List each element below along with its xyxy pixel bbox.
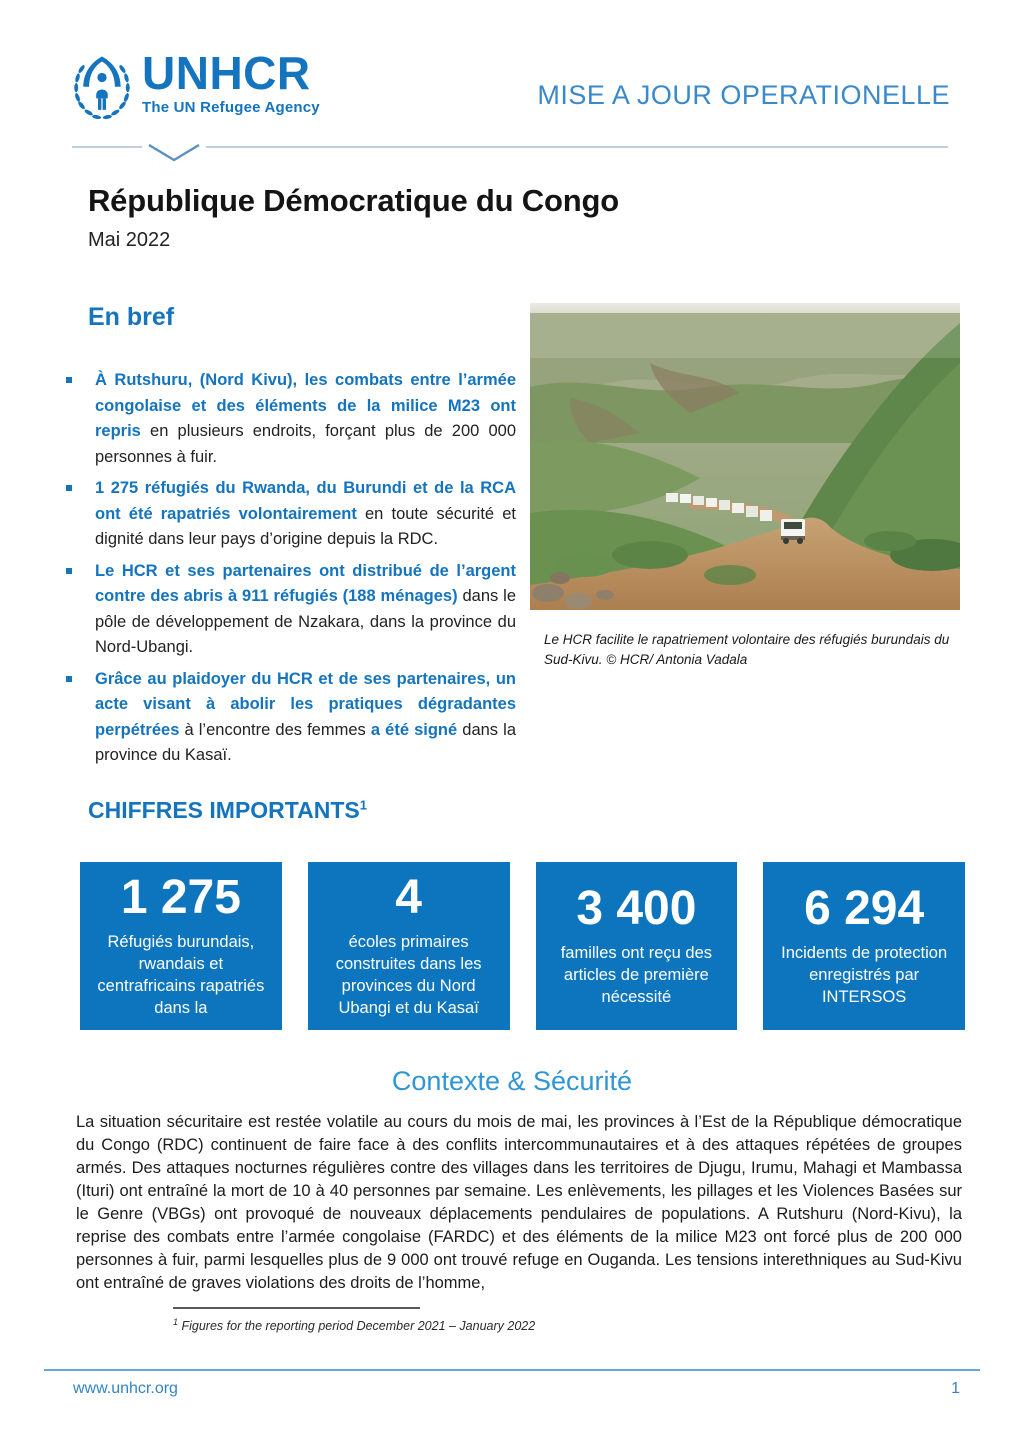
bullet-square-icon xyxy=(66,568,72,574)
bullet-highlight-text: À Rutshuru, (Nord Kivu), les combats entre l’armée congolaise et des éléments de la milice M23 ont repris xyxy=(95,371,516,440)
page-date: Mai 2022 xyxy=(88,229,171,251)
stat-card xyxy=(80,862,282,1030)
key-figures-heading-text: CHIFFRES IMPORTANTS xyxy=(88,796,360,823)
footnote-marker: 1 xyxy=(173,1316,179,1327)
title-block xyxy=(88,183,948,252)
stat-label: familles ont reçu des articles de première nécessité xyxy=(560,944,713,1007)
footer-row xyxy=(73,1380,960,1398)
bullet-highlight-text: Le HCR et ses partenaires ont distribué de l’argent contre des abris à 911 réfugiés (188 ménages) xyxy=(95,561,516,605)
bullet-item xyxy=(66,559,516,661)
photo-caption: Le HCR facilite le rapatriement volontaire des réfugiés burundais du Sud-Kivu. © HCR/ Antonia Vadala xyxy=(544,632,950,667)
stat-label: Réfugiés burundais, rwandais et centrafricains rapatriés dans la xyxy=(97,933,265,1018)
stat-card xyxy=(763,862,965,1030)
header-rule xyxy=(72,146,948,148)
landscape-photo xyxy=(530,303,960,610)
footnote-text xyxy=(173,1317,1024,1333)
stat-value: 6 294 xyxy=(804,881,925,935)
stat-value: 4 xyxy=(395,870,422,924)
bullet-highlight-text: Grâce au plaidoyer du HCR et de ses partenaires, un acte visant à abolir les pratiques dégradantes perpétrées xyxy=(95,669,516,739)
bullet-item xyxy=(66,667,516,769)
context-heading: Contexte & Sécurité xyxy=(391,1065,633,1096)
unhcr-logo xyxy=(70,44,320,126)
bullet-text: en plusieurs endroits, forçant plus de 200 000 personnes à fuir. xyxy=(95,422,516,466)
bullet-text: à l’encontre des femmes xyxy=(179,720,371,739)
bullet-text: dans la province du Kasaï. xyxy=(95,720,516,764)
bullet-item xyxy=(66,476,516,553)
en-bref-heading: En bref xyxy=(88,303,175,331)
stat-card xyxy=(536,862,738,1030)
chevron-down-icon xyxy=(142,144,206,164)
bullet-square-icon xyxy=(66,485,72,491)
unhcr-tagline: The UN Refugee Agency xyxy=(142,98,320,116)
document-type-title: MISE A JOUR OPERATIONELLE xyxy=(537,80,950,110)
bullet-text: dans le pôle de développement de Nzakara, dans la province du Nord-Ubangi. xyxy=(95,587,517,656)
bullet-square-icon xyxy=(66,676,72,682)
unhcr-emblem-icon xyxy=(70,44,134,126)
en-bref-column xyxy=(66,303,516,775)
stat-card xyxy=(308,862,510,1030)
stat-label: écoles primaires construites dans les provinces du Nord Ubangi et du Kasaï xyxy=(335,933,482,1018)
en-bref-list xyxy=(66,368,516,769)
stat-value: 1 275 xyxy=(120,870,241,924)
footer xyxy=(0,1369,1024,1398)
context-paragraph: La situation sécuritaire est restée volatile au cours du mois de mai, les provinces à l’Est de la République démocratique du Congo (RDC) continuent de faire face à des conflits intercommunautaires et à des attaques répétées de groupes armés. Des attaques nocturnes régulières contre des villages dans les territoires de Djugu, Irumu, Mahagi et Mambassa (Ituri) ont entraîné la mort de 10 à 40 personnes par semaine. Les enlèvements, les pillages et les Violences Basées sur le Genre (VBGs) ont provoqué de nouveaux déplacements pendulaires de populations. A Rutshuru (Nord-Kivu), la reprise des combats entre l’armée congolaise (FARDC) et des éléments de la milice M23 ont forcé plus de 200 000 personnes à fuir, parmi lesquelles plus de 9 000 ont trouvé refuge en Ouganda. Les tensions interethniques au Sud-Kivu ont entraîné de graves violations des droits de l’homme, xyxy=(76,1112,962,1292)
bullet-text: en toute sécurité et dignité dans leur pays d’origine depuis la RDC. xyxy=(95,504,516,548)
photo-column xyxy=(530,303,964,775)
footer-rule xyxy=(44,1369,980,1371)
bullet-highlight-text: a été signé xyxy=(370,720,458,739)
footer-page-number: 1 xyxy=(951,1380,960,1397)
footnote-rule xyxy=(173,1307,420,1309)
footnote-body: Figures for the reporting period December 2021 – January 2022 xyxy=(178,1318,536,1333)
logo-text xyxy=(142,47,320,116)
summary-section xyxy=(0,303,1024,775)
unhcr-wordmark: UNHCR xyxy=(142,47,311,99)
stats-row xyxy=(80,862,965,1030)
page-title: République Démocratique du Congo xyxy=(88,183,619,218)
key-figures-heading xyxy=(88,797,1024,824)
stat-value: 3 400 xyxy=(576,881,697,935)
photo xyxy=(530,303,960,610)
footer-url[interactable]: www.unhcr.org xyxy=(73,1380,178,1397)
bullet-item xyxy=(66,368,516,470)
header xyxy=(0,0,1024,147)
bullet-highlight-text: 1 275 réfugiés du Rwanda, du Burundi et de la RCA ont été rapatriés volontairement xyxy=(95,479,516,523)
stat-label: Incidents de protection enregistrés par INTERSOS xyxy=(781,944,948,1007)
bullet-square-icon xyxy=(66,377,72,383)
footnote xyxy=(173,1307,1024,1333)
key-figures-footnote-ref: 1 xyxy=(359,796,367,812)
